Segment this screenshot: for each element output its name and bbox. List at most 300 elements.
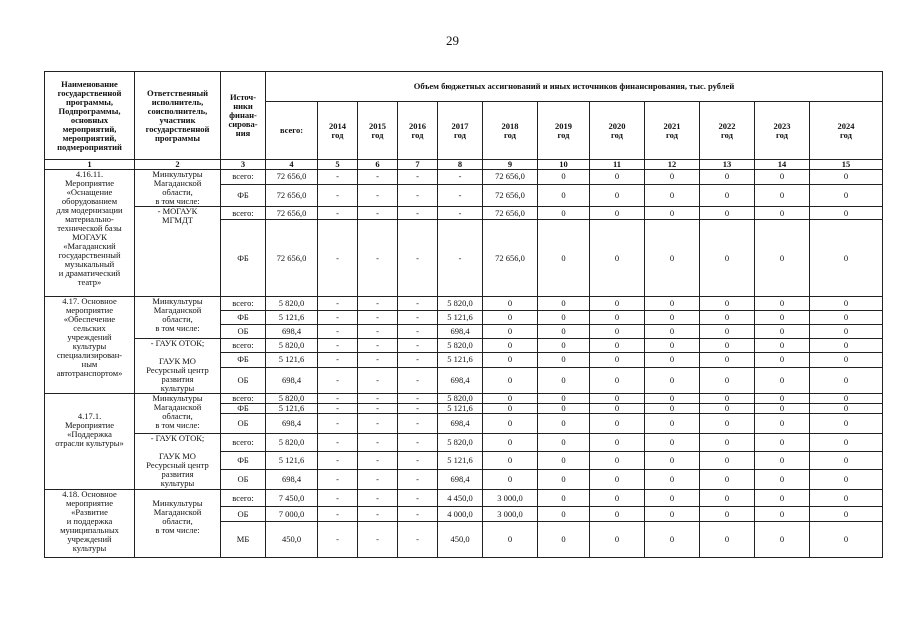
funding-source: ОБ	[221, 414, 266, 434]
amount-cell: 698,4	[266, 325, 318, 339]
amount-cell: 72 656,0	[266, 220, 318, 297]
amount-cell: -	[398, 220, 438, 297]
amount-cell: 0	[538, 522, 590, 558]
amount-cell: 5 820,0	[266, 434, 318, 452]
amount-cell: 0	[700, 184, 755, 206]
amount-cell: -	[398, 452, 438, 470]
amount-cell: 0	[755, 220, 810, 297]
amount-cell: 0	[810, 470, 883, 490]
column-number: 12	[645, 160, 700, 170]
amount-cell: 0	[810, 339, 883, 353]
table-row	[45, 339, 883, 353]
amount-cell: 0	[538, 184, 590, 206]
measure-name	[45, 170, 135, 297]
amount-cell: 5 820,0	[438, 394, 483, 404]
amount-cell: 5 820,0	[438, 339, 483, 353]
header-year: 2021 год	[645, 102, 700, 160]
amount-cell: -	[318, 367, 358, 394]
amount-cell: -	[398, 311, 438, 325]
amount-cell: 0	[590, 353, 645, 367]
amount-cell: 450,0	[266, 522, 318, 558]
amount-cell: 0	[755, 325, 810, 339]
amount-cell: -	[398, 367, 438, 394]
amount-cell: -	[318, 414, 358, 434]
amount-cell: 698,4	[266, 367, 318, 394]
amount-cell: 0	[645, 297, 700, 311]
amount-cell: 0	[645, 490, 700, 507]
funding-source: ФБ	[221, 311, 266, 325]
amount-cell: -	[318, 434, 358, 452]
column-number: 13	[700, 160, 755, 170]
table-row	[45, 170, 883, 185]
table-row	[45, 207, 883, 220]
amount-cell: -	[358, 325, 398, 339]
amount-cell: 0	[538, 353, 590, 367]
responsible-executor	[135, 394, 221, 434]
amount-cell: 0	[483, 434, 538, 452]
amount-cell: 0	[590, 394, 645, 404]
amount-cell: 0	[755, 470, 810, 490]
amount-cell: 0	[645, 220, 700, 297]
amount-cell: 0	[590, 367, 645, 394]
amount-cell: 0	[645, 184, 700, 206]
amount-cell: 0	[755, 184, 810, 206]
amount-cell: 0	[483, 297, 538, 311]
amount-cell: 0	[755, 414, 810, 434]
funding-source: ФБ	[221, 353, 266, 367]
header-year: 2020 год	[590, 102, 645, 160]
amount-cell: 0	[810, 325, 883, 339]
responsible-executor	[135, 339, 221, 394]
funding-source: ФБ	[221, 452, 266, 470]
measure-name-text: 4.18. Основное мероприятие «Развитие и поддержка муниципальных учреждений культуры	[60, 489, 119, 553]
table-row	[45, 490, 883, 507]
amount-cell: -	[318, 394, 358, 404]
amount-cell: 5 121,6	[266, 353, 318, 367]
amount-cell: 0	[755, 452, 810, 470]
amount-cell: 0	[810, 394, 883, 404]
amount-cell: 0	[755, 170, 810, 185]
amount-cell: -	[318, 311, 358, 325]
amount-cell: -	[398, 394, 438, 404]
funding-source: ФБ	[221, 220, 266, 297]
header-total: всего:	[266, 102, 318, 160]
amount-cell: -	[318, 404, 358, 414]
amount-cell: -	[358, 414, 398, 434]
amount-cell: 0	[590, 434, 645, 452]
amount-cell: 5 820,0	[438, 297, 483, 311]
amount-cell: 0	[700, 353, 755, 367]
responsible-executor	[135, 170, 221, 207]
amount-cell: 0	[810, 367, 883, 394]
responsible-executor-text: - МОГАУК МГМДТ	[157, 206, 198, 225]
header-year: 2022 год	[700, 102, 755, 160]
header-source: Источ-ники финан-сирова-ния	[221, 72, 266, 160]
amount-cell: 0	[810, 184, 883, 206]
responsible-executor-text: - ГАУК ОТОК; ГАУК МО Ресурсный центр развития культуры	[146, 433, 209, 488]
amount-cell: 0	[590, 184, 645, 206]
amount-cell: 0	[810, 353, 883, 367]
amount-cell: -	[318, 339, 358, 353]
amount-cell: 0	[755, 434, 810, 452]
header-year: 2016 год	[398, 102, 438, 160]
amount-cell: -	[398, 353, 438, 367]
amount-cell: 0	[538, 452, 590, 470]
amount-cell: 0	[483, 339, 538, 353]
funding-source: ФБ	[221, 404, 266, 414]
amount-cell: -	[318, 325, 358, 339]
amount-cell: 72 656,0	[483, 207, 538, 220]
amount-cell: 0	[483, 522, 538, 558]
amount-cell: 0	[700, 452, 755, 470]
column-number: 8	[438, 160, 483, 170]
amount-cell: 0	[700, 297, 755, 311]
amount-cell: -	[398, 414, 438, 434]
header-year: 2018 год	[483, 102, 538, 160]
amount-cell: 0	[755, 207, 810, 220]
amount-cell: 698,4	[266, 414, 318, 434]
amount-cell: -	[318, 522, 358, 558]
column-number: 7	[398, 160, 438, 170]
amount-cell: 0	[590, 325, 645, 339]
amount-cell: -	[358, 394, 398, 404]
amount-cell: -	[398, 470, 438, 490]
responsible-executor-text: Минкультуры Магаданской области, в том числе:	[152, 393, 203, 430]
column-number: 15	[810, 160, 883, 170]
amount-cell: -	[358, 367, 398, 394]
amount-cell: -	[358, 353, 398, 367]
amount-cell: 0	[810, 207, 883, 220]
amount-cell: 0	[645, 414, 700, 434]
table-row	[45, 434, 883, 452]
amount-cell: -	[358, 339, 398, 353]
funding-source: всего:	[221, 170, 266, 185]
funding-source: всего:	[221, 394, 266, 404]
amount-cell: 0	[645, 325, 700, 339]
amount-cell: 450,0	[438, 522, 483, 558]
amount-cell: 0	[755, 367, 810, 394]
header-year: 2015 год	[358, 102, 398, 160]
amount-cell: 0	[538, 170, 590, 185]
amount-cell: 0	[538, 325, 590, 339]
amount-cell: -	[398, 297, 438, 311]
amount-cell: 4 450,0	[438, 490, 483, 507]
amount-cell: 0	[483, 367, 538, 394]
amount-cell: -	[358, 507, 398, 522]
amount-cell: 698,4	[438, 470, 483, 490]
amount-cell: 0	[538, 490, 590, 507]
amount-cell: -	[398, 404, 438, 414]
amount-cell: 72 656,0	[266, 184, 318, 206]
measure-name-text: 4.17.1. Мероприятие «Поддержка отрасли культуры»	[55, 411, 124, 448]
amount-cell: -	[318, 170, 358, 185]
measure-name-text: 4.17. Основное мероприятие «Обеспечение сельских учреждений культуры специализирован- ным автотранспортом»	[56, 296, 123, 378]
amount-cell: 5 121,6	[266, 452, 318, 470]
amount-cell: -	[318, 490, 358, 507]
responsible-executor	[135, 207, 221, 297]
amount-cell: 7 000,0	[266, 507, 318, 522]
amount-cell: 0	[700, 522, 755, 558]
amount-cell: -	[358, 490, 398, 507]
amount-cell: 0	[755, 394, 810, 404]
amount-cell: -	[318, 452, 358, 470]
amount-cell: 5 121,6	[266, 404, 318, 414]
responsible-executor	[135, 434, 221, 490]
amount-cell: 0	[700, 434, 755, 452]
measure-name	[45, 394, 135, 490]
amount-cell: 0	[483, 394, 538, 404]
amount-cell: -	[358, 434, 398, 452]
amount-cell: 0	[538, 394, 590, 404]
amount-cell: 0	[590, 452, 645, 470]
page-number: 29	[446, 33, 459, 48]
amount-cell: 0	[700, 394, 755, 404]
amount-cell: 0	[645, 452, 700, 470]
amount-cell: 0	[645, 394, 700, 404]
amount-cell: 0	[483, 311, 538, 325]
amount-cell: -	[358, 170, 398, 185]
amount-cell: 0	[755, 353, 810, 367]
amount-cell: 0	[700, 220, 755, 297]
amount-cell: 3 000,0	[483, 507, 538, 522]
amount-cell: 0	[755, 339, 810, 353]
amount-cell: 0	[645, 507, 700, 522]
responsible-executor-text: Минкультуры Магаданской области, в том числе:	[152, 498, 203, 535]
amount-cell: -	[438, 184, 483, 206]
amount-cell: 0	[755, 297, 810, 311]
measure-name	[45, 490, 135, 558]
amount-cell: 5 820,0	[266, 394, 318, 404]
amount-cell: 0	[700, 470, 755, 490]
amount-cell: 0	[755, 311, 810, 325]
column-number: 6	[358, 160, 398, 170]
amount-cell: -	[358, 522, 398, 558]
amount-cell: 0	[590, 220, 645, 297]
amount-cell: 0	[700, 325, 755, 339]
amount-cell: -	[358, 452, 398, 470]
amount-cell: 0	[645, 353, 700, 367]
amount-cell: 0	[700, 207, 755, 220]
amount-cell: -	[398, 522, 438, 558]
amount-cell: 0	[700, 367, 755, 394]
amount-cell: 0	[538, 297, 590, 311]
amount-cell: 0	[755, 507, 810, 522]
funding-source: МБ	[221, 522, 266, 558]
header-responsible: Ответственный исполнитель, соисполнитель, участник государственной программы	[135, 72, 221, 160]
amount-cell: 0	[810, 297, 883, 311]
amount-cell: 0	[700, 339, 755, 353]
header-year: 2017 год	[438, 102, 483, 160]
amount-cell: 698,4	[438, 367, 483, 394]
amount-cell: 0	[810, 452, 883, 470]
amount-cell: 0	[810, 404, 883, 414]
amount-cell: 0	[483, 325, 538, 339]
funding-source: ОБ	[221, 325, 266, 339]
amount-cell: 0	[538, 311, 590, 325]
amount-cell: 0	[810, 522, 883, 558]
amount-cell: 0	[645, 311, 700, 325]
amount-cell: 0	[483, 404, 538, 414]
funding-source: ОБ	[221, 367, 266, 394]
amount-cell: -	[318, 470, 358, 490]
amount-cell: 0	[590, 507, 645, 522]
amount-cell: 0	[700, 311, 755, 325]
measure-name	[45, 297, 135, 394]
amount-cell: 0	[538, 207, 590, 220]
responsible-executor-text: Минкультуры Магаданской области, в том числе:	[152, 296, 203, 333]
amount-cell: 3 000,0	[483, 490, 538, 507]
header-year: 2014 год	[318, 102, 358, 160]
amount-cell: 0	[645, 522, 700, 558]
header-year: 2024 год	[810, 102, 883, 160]
amount-cell: 0	[538, 507, 590, 522]
amount-cell: 698,4	[438, 325, 483, 339]
amount-cell: 0	[483, 452, 538, 470]
responsible-executor	[135, 490, 221, 558]
amount-cell: 72 656,0	[483, 184, 538, 206]
column-number: 9	[483, 160, 538, 170]
amount-cell: -	[318, 184, 358, 206]
amount-cell: -	[318, 220, 358, 297]
amount-cell: 0	[810, 490, 883, 507]
amount-cell: 0	[483, 353, 538, 367]
amount-cell: 0	[700, 170, 755, 185]
amount-cell: 0	[590, 339, 645, 353]
amount-cell: 0	[645, 470, 700, 490]
funding-source: ОБ	[221, 470, 266, 490]
amount-cell: 5 121,6	[438, 353, 483, 367]
column-number: 14	[755, 160, 810, 170]
amount-cell: 0	[538, 414, 590, 434]
amount-cell: 0	[538, 404, 590, 414]
amount-cell: 0	[590, 170, 645, 185]
measure-name-text: 4.16.11. Мероприятие «Оснащение оборудованием для модернизации материально- технической базы МОГАУК «Магаданский государственный музыкальный и драматический театр»	[56, 169, 123, 287]
column-number: 3	[221, 160, 266, 170]
amount-cell: 7 450,0	[266, 490, 318, 507]
funding-source: всего:	[221, 297, 266, 311]
amount-cell: 0	[810, 414, 883, 434]
amount-cell: -	[438, 207, 483, 220]
amount-cell: -	[358, 207, 398, 220]
amount-cell: 4 000,0	[438, 507, 483, 522]
amount-cell: -	[358, 404, 398, 414]
amount-cell: 0	[483, 470, 538, 490]
amount-cell: 5 121,6	[438, 311, 483, 325]
funding-source: всего:	[221, 207, 266, 220]
amount-cell: 0	[700, 414, 755, 434]
funding-source: всего:	[221, 434, 266, 452]
amount-cell: 0	[645, 339, 700, 353]
amount-cell: 0	[645, 170, 700, 185]
funding-source: всего:	[221, 339, 266, 353]
amount-cell: -	[438, 220, 483, 297]
column-number: 5	[318, 160, 358, 170]
amount-cell: -	[398, 507, 438, 522]
amount-cell: -	[398, 184, 438, 206]
amount-cell: 0	[538, 220, 590, 297]
amount-cell: 0	[590, 404, 645, 414]
amount-cell: 5 820,0	[438, 434, 483, 452]
amount-cell: -	[358, 220, 398, 297]
amount-cell: -	[318, 297, 358, 311]
amount-cell: 0	[755, 522, 810, 558]
amount-cell: 0	[590, 414, 645, 434]
amount-cell: 0	[810, 170, 883, 185]
amount-cell: 5 820,0	[266, 297, 318, 311]
amount-cell: 0	[645, 404, 700, 414]
amount-cell: 0	[538, 339, 590, 353]
column-number: 2	[135, 160, 221, 170]
table-row	[45, 394, 883, 404]
amount-cell: -	[398, 490, 438, 507]
amount-cell: 0	[590, 522, 645, 558]
amount-cell: 0	[755, 404, 810, 414]
amount-cell: 0	[700, 490, 755, 507]
amount-cell: -	[358, 311, 398, 325]
amount-cell: 0	[538, 470, 590, 490]
funding-source: ОБ	[221, 507, 266, 522]
amount-cell: 0	[700, 404, 755, 414]
amount-cell: 0	[590, 311, 645, 325]
amount-cell: 0	[700, 507, 755, 522]
column-number: 11	[590, 160, 645, 170]
amount-cell: -	[318, 207, 358, 220]
amount-cell: -	[398, 170, 438, 185]
amount-cell: 0	[810, 311, 883, 325]
column-number: 10	[538, 160, 590, 170]
amount-cell: 72 656,0	[266, 170, 318, 185]
amount-cell: 0	[483, 414, 538, 434]
responsible-executor-text: Минкультуры Магаданской области, в том числе:	[152, 169, 203, 206]
amount-cell: -	[438, 170, 483, 185]
amount-cell: 5 121,6	[266, 311, 318, 325]
amount-cell: -	[398, 434, 438, 452]
table-row	[45, 297, 883, 311]
amount-cell: -	[398, 339, 438, 353]
funding-source: всего:	[221, 490, 266, 507]
amount-cell: -	[318, 353, 358, 367]
amount-cell: 0	[590, 207, 645, 220]
amount-cell: 698,4	[266, 470, 318, 490]
amount-cell: 698,4	[438, 414, 483, 434]
column-number: 4	[266, 160, 318, 170]
responsible-executor-text: - ГАУК ОТОК; ГАУК МО Ресурсный центр развития культуры	[146, 338, 209, 393]
header-volume: Объем бюджетных ассигнований и иных источников финансирования, тыс. рублей	[266, 72, 883, 102]
amount-cell: 0	[538, 434, 590, 452]
amount-cell: -	[358, 184, 398, 206]
amount-cell: 0	[645, 367, 700, 394]
amount-cell: -	[398, 207, 438, 220]
amount-cell: 0	[810, 507, 883, 522]
responsible-executor	[135, 297, 221, 339]
amount-cell: 0	[590, 470, 645, 490]
amount-cell: 0	[645, 434, 700, 452]
amount-cell: 0	[810, 434, 883, 452]
amount-cell: 0	[755, 490, 810, 507]
amount-cell: 72 656,0	[266, 207, 318, 220]
amount-cell: -	[358, 297, 398, 311]
funding-source: ФБ	[221, 184, 266, 206]
column-number: 1	[45, 160, 135, 170]
amount-cell: 0	[590, 297, 645, 311]
amount-cell: 72 656,0	[483, 170, 538, 185]
amount-cell: 0	[590, 490, 645, 507]
amount-cell: 0	[810, 220, 883, 297]
header-year: 2019 год	[538, 102, 590, 160]
amount-cell: 5 820,0	[266, 339, 318, 353]
amount-cell: 5 121,6	[438, 404, 483, 414]
amount-cell: 5 121,6	[438, 452, 483, 470]
